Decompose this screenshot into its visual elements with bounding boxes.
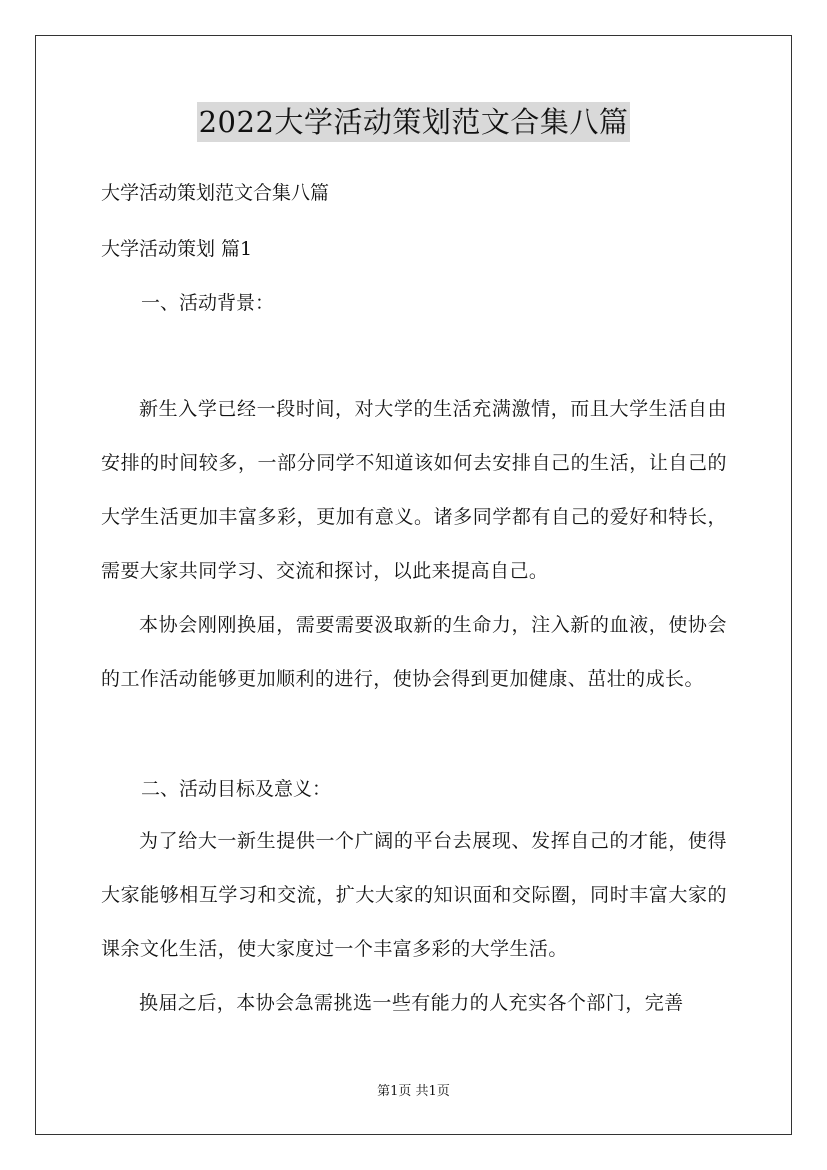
heading-background: 一、活动背景：: [141, 292, 275, 314]
paragraph-background-2: 本协会刚刚换届，需要需要汲取新的生命力，注入新的血液，使协会的工作活动能够更加顺利的进行，使协会得到更加健康、茁壮的成长。: [101, 614, 727, 690]
paragraph-goals-2: 换届之后，本协会急需挑选一些有能力的人充实各个部门，完善: [139, 992, 684, 1014]
page-footer: 第1页 共1页: [377, 1084, 450, 1099]
document-title: 2022大学活动策划范文合集八篇: [197, 102, 631, 142]
heading-goals: 二、活动目标及意义：: [141, 778, 332, 800]
title-wrap: [0, 102, 827, 142]
section-header: 大学活动策划 篇1: [101, 238, 253, 260]
paragraph-background-1: 新生入学已经一段时间，对大学的生活充满激情，而且大学生活自由安排的时间较多，一部分同学不知道该如何去安排自己的生活，让自己的大学生活更加丰富多彩，更加有意义。诸多同学都有自己的爱好和特长，需要大家共同学习、交流和探讨，以此来提高自己。: [101, 398, 727, 582]
document-subtitle: 大学活动策划范文合集八篇: [101, 182, 330, 204]
paragraph-goals-1: 为了给大一新生提供一个广阔的平台去展现、发挥自己的才能，使得大家能够相互学习和交流，扩大大家的知识面和交际圈，同时丰富大家的课余文化生活，使大家度过一个丰富多彩的大学生活。: [101, 830, 727, 960]
